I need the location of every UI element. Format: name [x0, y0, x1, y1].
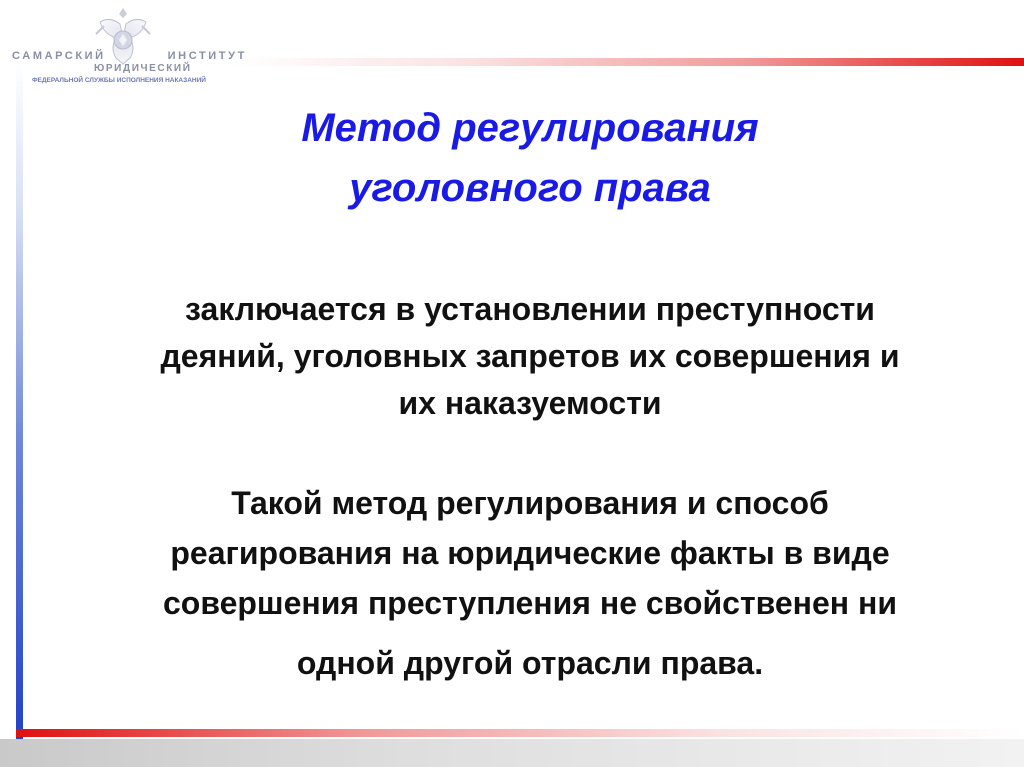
- title-line-2: уголовного права: [349, 166, 711, 210]
- paragraph2-line-3: совершения преступления не свойственен ни: [162, 585, 897, 621]
- logo-subtitle: ФЕДЕРАЛЬНОЙ СЛУЖБЫ ИСПОЛНЕНИЯ НАКАЗАНИЙ: [32, 77, 206, 84]
- explanation-paragraph: [40, 478, 1020, 688]
- logo-text-middle: ЮРИДИЧЕСКИЙ: [94, 63, 192, 74]
- title-line-1: Метод регулирования: [301, 106, 759, 150]
- slide-title: [130, 98, 930, 218]
- paragraph1-line-2: деяний, уголовных запретов их совершения и: [160, 338, 900, 374]
- definition-paragraph: [40, 286, 1020, 427]
- bottom-accent-line: [16, 729, 1024, 737]
- paragraph1-line-1: заключается в установлении преступности: [185, 291, 875, 327]
- top-accent-line: [230, 58, 1024, 66]
- logo-text-right: ИНСТИТУТ: [167, 50, 247, 62]
- paragraph2-line-1: Такой метод регулирования и способ: [231, 485, 829, 521]
- paragraph2-line-4: одной другой отрасли права.: [296, 645, 764, 681]
- bottom-gray-strip: [0, 739, 1024, 767]
- paragraph2-line-2: реагирования на юридические факты в виде: [170, 535, 890, 571]
- institute-logo: [6, 4, 247, 88]
- logo-text-left: САМАРСКИЙ: [12, 50, 106, 62]
- left-accent-bar: [16, 60, 23, 750]
- paragraph1-line-3: их наказуемости: [398, 385, 662, 421]
